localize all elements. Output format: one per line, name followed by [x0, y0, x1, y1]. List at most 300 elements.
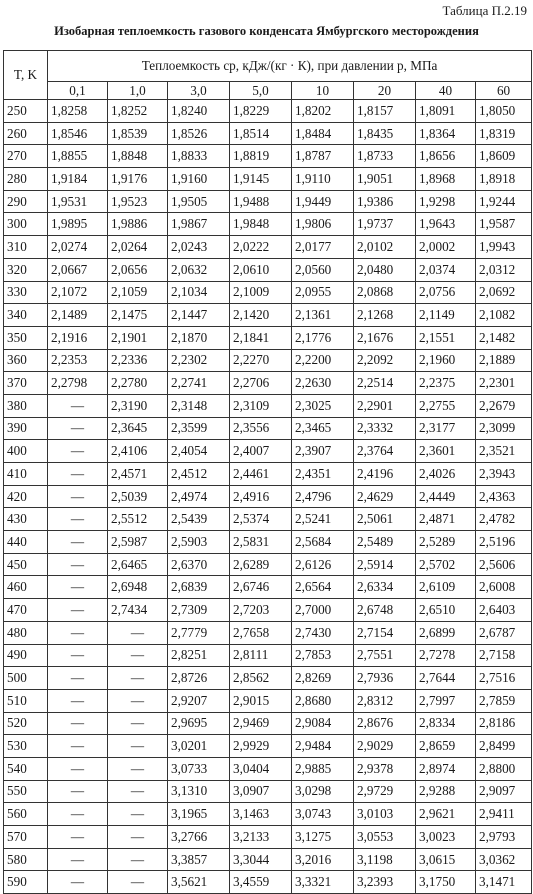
heat-capacity-cell: 3,0733 — [168, 757, 230, 780]
temperature-cell: 520 — [4, 712, 48, 735]
heat-capacity-cell: 2,7278 — [416, 644, 476, 667]
heat-capacity-cell: 2,4461 — [230, 463, 292, 486]
heat-capacity-cell: 2,2630 — [292, 372, 354, 395]
heat-capacity-cell: 2,8111 — [230, 644, 292, 667]
heat-capacity-cell: 1,8258 — [48, 100, 108, 123]
heat-capacity-cell: 2,0274 — [48, 236, 108, 259]
heat-capacity-cell: 1,9806 — [292, 213, 354, 236]
table-row — [4, 236, 532, 259]
heat-capacity-cell: 2,5289 — [416, 531, 476, 554]
heat-capacity-cell: 2,2270 — [230, 349, 292, 372]
empty-value-dash: — — [108, 712, 168, 735]
temperature-cell: 480 — [4, 621, 48, 644]
table-row — [4, 803, 532, 826]
table-row — [4, 281, 532, 304]
heat-capacity-cell: 2,1901 — [108, 326, 168, 349]
temperature-cell: 390 — [4, 417, 48, 440]
table-row — [4, 826, 532, 849]
header-row-group — [4, 51, 532, 82]
table-row — [4, 168, 532, 191]
heat-capacity-cell: 2,8334 — [416, 712, 476, 735]
heat-capacity-cell: 1,9176 — [108, 168, 168, 191]
heat-capacity-cell: 2,5039 — [108, 485, 168, 508]
empty-value-dash: — — [108, 848, 168, 871]
heat-capacity-cell: 1,8202 — [292, 100, 354, 123]
heat-capacity-cell: 2,4363 — [476, 485, 532, 508]
heat-capacity-cell: 2,3332 — [354, 417, 416, 440]
heat-capacity-cell: 2,5374 — [230, 508, 292, 531]
table-row — [4, 757, 532, 780]
heat-capacity-cell: 2,6564 — [292, 576, 354, 599]
heat-capacity-cell: 2,9885 — [292, 757, 354, 780]
heat-capacity-cell: 2,7203 — [230, 599, 292, 622]
heat-capacity-cell: 2,4196 — [354, 463, 416, 486]
heat-capacity-cell: 2,7779 — [168, 621, 230, 644]
heat-capacity-cell: 2,8974 — [416, 757, 476, 780]
heat-capacity-cell: 2,3764 — [354, 440, 416, 463]
heat-capacity-cell: 2,3099 — [476, 417, 532, 440]
heat-capacity-cell: 1,9386 — [354, 190, 416, 213]
table-row — [4, 576, 532, 599]
heat-capacity-cell: 1,9895 — [48, 213, 108, 236]
heat-capacity-cell: 3,0404 — [230, 757, 292, 780]
temperature-cell: 290 — [4, 190, 48, 213]
heat-capacity-cell: 2,4629 — [354, 485, 416, 508]
heat-capacity-cell: 2,1447 — [168, 304, 230, 327]
table-row — [4, 304, 532, 327]
heat-capacity-cell: 2,1870 — [168, 326, 230, 349]
empty-value-dash: — — [48, 644, 108, 667]
heat-capacity-cell: 3,1310 — [168, 780, 230, 803]
heat-capacity-cell: 2,7430 — [292, 621, 354, 644]
temperature-cell: 250 — [4, 100, 48, 123]
heat-capacity-cell: 2,6899 — [416, 621, 476, 644]
heat-capacity-cell: 2,6403 — [476, 599, 532, 622]
heat-capacity-cell: 2,1889 — [476, 349, 532, 372]
table-row — [4, 735, 532, 758]
heat-capacity-cell: 1,8848 — [108, 145, 168, 168]
temperature-cell: 280 — [4, 168, 48, 191]
heat-capacity-cell: 3,0201 — [168, 735, 230, 758]
heat-capacity-cell: 3,4559 — [230, 871, 292, 894]
heat-capacity-cell: 2,8562 — [230, 667, 292, 690]
heat-capacity-cell: 2,3190 — [108, 394, 168, 417]
temperature-cell: 490 — [4, 644, 48, 667]
heat-capacity-cell: 2,7551 — [354, 644, 416, 667]
heat-capacity-cell: 2,3601 — [416, 440, 476, 463]
empty-value-dash: — — [48, 417, 108, 440]
empty-value-dash: — — [108, 735, 168, 758]
empty-value-dash: — — [48, 780, 108, 803]
table-row — [4, 848, 532, 871]
heat-capacity-cell: 3,2393 — [354, 871, 416, 894]
temperature-cell: 500 — [4, 667, 48, 690]
heat-capacity-cell: 3,0615 — [416, 848, 476, 871]
heat-capacity-cell: 2,6465 — [108, 553, 168, 576]
table-number: Таблица П.2.19 — [442, 3, 527, 18]
heat-capacity-cell: 2,1776 — [292, 326, 354, 349]
temperature-cell: 320 — [4, 258, 48, 281]
heat-capacity-cell: 1,8656 — [416, 145, 476, 168]
empty-value-dash: — — [108, 871, 168, 894]
heat-capacity-cell: 2,3521 — [476, 440, 532, 463]
heat-capacity-cell: 1,9886 — [108, 213, 168, 236]
heat-capacity-cell: 3,0103 — [354, 803, 416, 826]
heat-capacity-cell: 2,5684 — [292, 531, 354, 554]
pressure-header: 40 — [416, 82, 476, 100]
heat-capacity-cell: 1,8539 — [108, 122, 168, 145]
heat-capacity-cell: 3,0743 — [292, 803, 354, 826]
heat-capacity-cell: 2,3907 — [292, 440, 354, 463]
heat-capacity-cell: 2,2301 — [476, 372, 532, 395]
heat-capacity-cell: 2,1420 — [230, 304, 292, 327]
heat-capacity-cell: 1,9244 — [476, 190, 532, 213]
empty-value-dash: — — [48, 712, 108, 735]
empty-value-dash: — — [48, 757, 108, 780]
heat-capacity-cell: 3,2133 — [230, 826, 292, 849]
heat-capacity-cell: 1,8157 — [354, 100, 416, 123]
heat-capacity-cell: 1,9943 — [476, 236, 532, 259]
heat-capacity-cell: 3,1750 — [416, 871, 476, 894]
table-row — [4, 599, 532, 622]
heat-capacity-cell: 2,0632 — [168, 258, 230, 281]
heat-capacity-cell: 3,3321 — [292, 871, 354, 894]
heat-capacity-cell: 2,7158 — [476, 644, 532, 667]
heat-capacity-cell: 1,8546 — [48, 122, 108, 145]
heat-capacity-cell: 1,8252 — [108, 100, 168, 123]
table-row — [4, 258, 532, 281]
heat-capacity-cell: 1,8833 — [168, 145, 230, 168]
temperature-cell: 440 — [4, 531, 48, 554]
heat-capacity-cell: 2,9621 — [416, 803, 476, 826]
heat-capacity-cell: 3,1198 — [354, 848, 416, 871]
temperature-cell: 540 — [4, 757, 48, 780]
heat-capacity-cell: 2,1034 — [168, 281, 230, 304]
heat-capacity-cell: 2,0222 — [230, 236, 292, 259]
heat-capacity-cell: 2,5831 — [230, 531, 292, 554]
empty-value-dash: — — [48, 599, 108, 622]
heat-capacity-cell: 2,6748 — [354, 599, 416, 622]
heat-capacity-cell: 2,0756 — [416, 281, 476, 304]
heat-capacity-cell: 2,2302 — [168, 349, 230, 372]
heat-capacity-cell: 2,1841 — [230, 326, 292, 349]
table-row — [4, 508, 532, 531]
heat-capacity-cell: 2,3556 — [230, 417, 292, 440]
heat-capacity-cell: 2,6787 — [476, 621, 532, 644]
pressure-header: 5,0 — [230, 82, 292, 100]
heat-capacity-cell: 3,0907 — [230, 780, 292, 803]
heat-capacity-cell: 2,0667 — [48, 258, 108, 281]
heat-capacity-cell: 2,9411 — [476, 803, 532, 826]
heat-capacity-cell: 2,6510 — [416, 599, 476, 622]
heat-capacity-cell: 2,1551 — [416, 326, 476, 349]
heat-capacity-cell: 3,0362 — [476, 848, 532, 871]
heat-capacity-cell: 1,8050 — [476, 100, 532, 123]
empty-value-dash: — — [48, 463, 108, 486]
heat-capacity-cell: 1,9848 — [230, 213, 292, 236]
empty-value-dash: — — [48, 803, 108, 826]
heat-capacity-cell: 3,0553 — [354, 826, 416, 849]
heat-capacity-cell: 2,1059 — [108, 281, 168, 304]
heat-capacity-cell: 2,2780 — [108, 372, 168, 395]
temperature-cell: 430 — [4, 508, 48, 531]
empty-value-dash: — — [48, 553, 108, 576]
heat-capacity-cell: 2,2375 — [416, 372, 476, 395]
heat-capacity-cell: 2,1082 — [476, 304, 532, 327]
heat-capacity-cell: 3,0023 — [416, 826, 476, 849]
heat-capacity-cell: 2,0264 — [108, 236, 168, 259]
table-row — [4, 485, 532, 508]
heat-capacity-cell: 2,4449 — [416, 485, 476, 508]
heat-capacity-cell: 1,9145 — [230, 168, 292, 191]
heat-capacity-cell: 2,8269 — [292, 667, 354, 690]
heat-capacity-cell: 2,6109 — [416, 576, 476, 599]
heat-capacity-cell: 2,4106 — [108, 440, 168, 463]
heat-capacity-group-header: Теплоемкость cp, кДж/(кг · К), при давлении p, МПа — [48, 51, 532, 82]
heat-capacity-cell: 3,5621 — [168, 871, 230, 894]
empty-value-dash: — — [108, 621, 168, 644]
heat-capacity-cell: 1,9449 — [292, 190, 354, 213]
heat-capacity-cell: 2,9695 — [168, 712, 230, 735]
heat-capacity-cell: 2,7154 — [354, 621, 416, 644]
heat-capacity-cell: 1,8229 — [230, 100, 292, 123]
heat-capacity-cell: 2,8186 — [476, 712, 532, 735]
heat-capacity-cell: 2,7936 — [354, 667, 416, 690]
heat-capacity-cell: 2,9378 — [354, 757, 416, 780]
temperature-cell: 460 — [4, 576, 48, 599]
empty-value-dash: — — [108, 757, 168, 780]
heat-capacity-cell: 1,9737 — [354, 213, 416, 236]
temperature-cell: 260 — [4, 122, 48, 145]
temperature-cell: 330 — [4, 281, 48, 304]
temperature-header: T, K — [4, 51, 48, 100]
heat-capacity-cell: 2,4007 — [230, 440, 292, 463]
heat-capacity-cell: 2,9484 — [292, 735, 354, 758]
heat-capacity-cell: 2,1361 — [292, 304, 354, 327]
empty-value-dash: — — [48, 848, 108, 871]
heat-capacity-cell: 2,1072 — [48, 281, 108, 304]
empty-value-dash: — — [48, 508, 108, 531]
heat-capacity-cell: 2,5606 — [476, 553, 532, 576]
heat-capacity-cell: 1,9051 — [354, 168, 416, 191]
heat-capacity-cell: 3,2766 — [168, 826, 230, 849]
table-row — [4, 190, 532, 213]
heat-capacity-cell: 2,0374 — [416, 258, 476, 281]
heat-capacity-cell: 3,1471 — [476, 871, 532, 894]
heat-capacity-cell: 3,3857 — [168, 848, 230, 871]
heat-capacity-cell: 2,0312 — [476, 258, 532, 281]
empty-value-dash: — — [48, 531, 108, 554]
heat-capacity-cell: 1,9523 — [108, 190, 168, 213]
heat-capacity-cell: 2,3465 — [292, 417, 354, 440]
heat-capacity-cell: 1,8319 — [476, 122, 532, 145]
heat-capacity-cell: 2,9469 — [230, 712, 292, 735]
table-row — [4, 667, 532, 690]
table-row — [4, 100, 532, 123]
heat-capacity-cell: 2,9729 — [354, 780, 416, 803]
pressure-header: 1,0 — [108, 82, 168, 100]
heat-capacity-cell: 2,9097 — [476, 780, 532, 803]
table-row — [4, 326, 532, 349]
heat-capacity-cell: 2,5489 — [354, 531, 416, 554]
pressure-header: 10 — [292, 82, 354, 100]
heat-capacity-cell: 2,5903 — [168, 531, 230, 554]
heat-capacity-cell: 1,9531 — [48, 190, 108, 213]
heat-capacity-cell: 2,5241 — [292, 508, 354, 531]
heat-capacity-cell: 2,7658 — [230, 621, 292, 644]
heat-capacity-cell: 1,8364 — [416, 122, 476, 145]
heat-capacity-cell: 2,8251 — [168, 644, 230, 667]
heat-capacity-cell: 2,4871 — [416, 508, 476, 531]
heat-capacity-cell: 3,2016 — [292, 848, 354, 871]
heat-capacity-cell: 2,1009 — [230, 281, 292, 304]
heat-capacity-cell: 2,8680 — [292, 689, 354, 712]
heat-capacity-cell: 2,3645 — [108, 417, 168, 440]
heat-capacity-cell: 3,1275 — [292, 826, 354, 849]
temperature-cell: 570 — [4, 826, 48, 849]
heat-capacity-cell: 1,8968 — [416, 168, 476, 191]
heat-capacity-cell: 2,5702 — [416, 553, 476, 576]
heat-capacity-cell: 2,1268 — [354, 304, 416, 327]
table-row — [4, 553, 532, 576]
heat-capacity-cell: 2,0656 — [108, 258, 168, 281]
heat-capacity-cell: 2,8499 — [476, 735, 532, 758]
heat-capacity-cell: 2,1916 — [48, 326, 108, 349]
heat-capacity-cell: 2,9015 — [230, 689, 292, 712]
heat-capacity-cell: 2,1149 — [416, 304, 476, 327]
table-row — [4, 780, 532, 803]
heat-capacity-cell: 2,9029 — [354, 735, 416, 758]
heat-capacity-cell: 2,3943 — [476, 463, 532, 486]
heat-capacity-cell: 2,2514 — [354, 372, 416, 395]
heat-capacity-cell: 2,6008 — [476, 576, 532, 599]
heat-capacity-cell: 2,0560 — [292, 258, 354, 281]
heat-capacity-cell: 2,1482 — [476, 326, 532, 349]
heat-capacity-cell: 2,0692 — [476, 281, 532, 304]
table-row — [4, 417, 532, 440]
temperature-cell: 360 — [4, 349, 48, 372]
empty-value-dash: — — [48, 576, 108, 599]
temperature-cell: 510 — [4, 689, 48, 712]
pressure-header: 60 — [476, 82, 532, 100]
table-row — [4, 871, 532, 894]
temperature-cell: 340 — [4, 304, 48, 327]
heat-capacity-cell: 1,9488 — [230, 190, 292, 213]
temperature-cell: 350 — [4, 326, 48, 349]
temperature-cell: 380 — [4, 394, 48, 417]
table-row — [4, 689, 532, 712]
temperature-cell: 530 — [4, 735, 48, 758]
temperature-cell: 470 — [4, 599, 48, 622]
heat-capacity-cell: 2,6746 — [230, 576, 292, 599]
heat-capacity-cell: 2,2092 — [354, 349, 416, 372]
temperature-cell: 420 — [4, 485, 48, 508]
heat-capacity-cell: 2,3177 — [416, 417, 476, 440]
heat-capacity-cell: 2,6334 — [354, 576, 416, 599]
heat-capacity-cell: 1,9505 — [168, 190, 230, 213]
heat-capacity-cell: 2,5914 — [354, 553, 416, 576]
table-row — [4, 122, 532, 145]
heat-capacity-cell: 2,7997 — [416, 689, 476, 712]
table-row — [4, 644, 532, 667]
heat-capacity-cell: 2,1475 — [108, 304, 168, 327]
heat-capacity-cell: 2,6289 — [230, 553, 292, 576]
empty-value-dash: — — [48, 871, 108, 894]
heat-capacity-cell: 1,9643 — [416, 213, 476, 236]
heat-capacity-cell: 2,4782 — [476, 508, 532, 531]
heat-capacity-cell: 2,3025 — [292, 394, 354, 417]
temperature-cell: 560 — [4, 803, 48, 826]
temperature-cell: 590 — [4, 871, 48, 894]
pressure-header: 0,1 — [48, 82, 108, 100]
empty-value-dash: — — [48, 689, 108, 712]
heat-capacity-cell: 1,8918 — [476, 168, 532, 191]
heat-capacity-cell: 2,0177 — [292, 236, 354, 259]
temperature-cell: 410 — [4, 463, 48, 486]
heat-capacity-cell: 2,4796 — [292, 485, 354, 508]
table-row — [4, 463, 532, 486]
heat-capacity-cell: 2,3109 — [230, 394, 292, 417]
pressure-header-row — [4, 82, 532, 100]
heat-capacity-cell: 2,2741 — [168, 372, 230, 395]
heat-capacity-cell: 2,6948 — [108, 576, 168, 599]
heat-capacity-cell: 2,0868 — [354, 281, 416, 304]
heat-capacity-cell: 2,8726 — [168, 667, 230, 690]
heat-capacity-cell: 2,7309 — [168, 599, 230, 622]
empty-value-dash: — — [48, 667, 108, 690]
heat-capacity-cell: 2,9207 — [168, 689, 230, 712]
temperature-cell: 550 — [4, 780, 48, 803]
heat-capacity-cell: 1,9298 — [416, 190, 476, 213]
heat-capacity-cell: 1,8787 — [292, 145, 354, 168]
heat-capacity-cell: 2,8659 — [416, 735, 476, 758]
heat-capacity-cell: 2,2200 — [292, 349, 354, 372]
table-row — [4, 712, 532, 735]
empty-value-dash: — — [108, 780, 168, 803]
table-row — [4, 440, 532, 463]
heat-capacity-cell: 2,8312 — [354, 689, 416, 712]
temperature-cell: 270 — [4, 145, 48, 168]
heat-capacity-cell: 2,6370 — [168, 553, 230, 576]
heat-capacity-table — [3, 50, 532, 894]
empty-value-dash: — — [108, 644, 168, 667]
heat-capacity-cell: 3,1965 — [168, 803, 230, 826]
temperature-cell: 310 — [4, 236, 48, 259]
heat-capacity-cell: 2,7434 — [108, 599, 168, 622]
temperature-cell: 450 — [4, 553, 48, 576]
heat-capacity-cell: 2,8800 — [476, 757, 532, 780]
heat-capacity-cell: 2,0243 — [168, 236, 230, 259]
heat-capacity-cell: 2,2706 — [230, 372, 292, 395]
heat-capacity-cell: 2,4571 — [108, 463, 168, 486]
table-row — [4, 349, 532, 372]
heat-capacity-cell: 1,8435 — [354, 122, 416, 145]
table-row — [4, 145, 532, 168]
table-row — [4, 531, 532, 554]
heat-capacity-cell: 2,2679 — [476, 394, 532, 417]
heat-capacity-cell: 2,9288 — [416, 780, 476, 803]
empty-value-dash: — — [108, 689, 168, 712]
temperature-cell: 580 — [4, 848, 48, 871]
heat-capacity-cell: 2,3148 — [168, 394, 230, 417]
empty-value-dash: — — [48, 826, 108, 849]
heat-capacity-cell: 1,8526 — [168, 122, 230, 145]
heat-capacity-cell: 1,8855 — [48, 145, 108, 168]
heat-capacity-cell: 2,4351 — [292, 463, 354, 486]
heat-capacity-cell: 2,2901 — [354, 394, 416, 417]
table-body — [4, 100, 532, 894]
temperature-cell: 400 — [4, 440, 48, 463]
